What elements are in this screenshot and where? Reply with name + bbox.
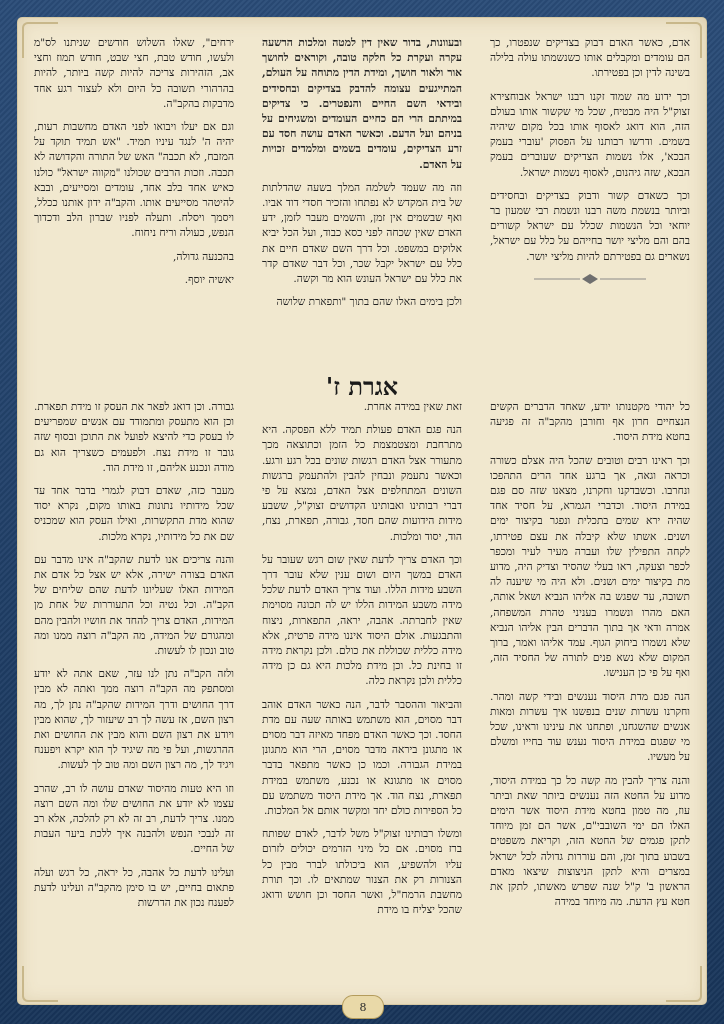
paragraph: הנה פגם האדם פעולת תמיד ללא הפסקה. היא מתרחבת ומצטמצמת כל הזמן וכתוצאה מכך מתעורר אצל האדם רגשות שונים בכל רגע ורגע. וכאשר נתעמק ונבחין להבין ולהתעמק ברגשות השונים המתחלפים אצל האדם, נמצא על פי דברי רבותינו ואבותינו הקדושים זצוק"ל, ששבע מידות הידועות שהם חסד, גבורה, תפארת, נצח, הוד, יסוד ומלכות. (262, 424, 462, 543)
paragraph: וכך האדם צריך לדעת שאין שום רגש שעובר על האדם במשך היום ושום ענין שלא עובר דרך השבע מידות הללו. ועוד צריך האדם לדעת שלכל מידה משבע המידות הללו יש לה תכונה מסוימת שאין לחברתה. אהבה, יראה, התפארות, ניצוח והתבגעות. אולם היסוד איננו מידה פרטית, אלא מידה כללית שכוללת את כולם. ולכן נקראת מידה זו בחינת כל. וכן מידת מלכות היא גם כן מידה כללית ולכן נקראת כלה. (262, 553, 462, 688)
paragraph: ולזה הקב"ה נתן לנו עזר, שאם אתה לא יודע ומסתפק מה הקב"ה רוצה ממך ואתה לא מבין דרך החושים ודרך המידות שהקב"ה נתן לך, מה רצון השם, אז עשה לך רב שיעזור לך, שהוא מבין ויודע את רצון השם והוא מבין את החושים ואת ההרגשות, ועל פי מה שיגיד לך הוא יקרא ויפענח ויגיד לך, מה רצון השם ומה טוב לך לעשות. (34, 668, 234, 772)
paragraph: כל יהודי מקטנותו יודע, שאחד הדברים הקשים הנצחיים חרון אף וחורבן מהקב"ה זה פגיעה בחטא מידת היסוד. (490, 401, 690, 444)
paragraph: אדם, כאשר האדם דבוק בצדיקים שנפטרו, כך הם עומדים ומקבלים אותו כשנשמתו עולה בלילה בשינה לדין וכן בפטירתו. (490, 37, 690, 80)
paragraph: ולכן בימים האלו שהם בתוך "ותפארת שלושה (276, 296, 462, 309)
paragraph: ירחים", שאלו השלוש חודשים שניתנו לס"מ ולעשו, חודש טבת, חצי שבט, חודש תמוז וחצי אב, הזהירות צריכה להיות קשה ביותר, להיות בהרהורי תשובה כל היום ולא לעצור רגע אחד מדבקות בהקב"ה. (34, 37, 234, 110)
column-top-left (34, 36, 234, 354)
paragraph: ובעוונות, בדור שאין דין למטה ומלכות הרשעה עקרה ועקרת כל חלקה טובה, וקוראים לחושך אור ולאור חושך, ומידת הדין מתוחה על העולם, המתייגעים עצומה להדבק בצדיקים ובחסידים ובידאי השם החיים והנפטרים. כי צדיקים במיתתם הרי הם כחיים העומדים ומשגיחים על בניהם ועל הדעם. וכאשר האדם עושה חסד עם זרע הצדיקים, עומדים בשמים ומלמדים זכויות על האדם. (262, 37, 462, 171)
paragraph: גבורה. וכן דואג לפאר את העסק זו מידת תפארת. וכן הוא מתעסק ומתמודד עם אנשים שמפריעים לו בעסק כדי להיצא לפועל את התוכן ובסוף שזה גובר זו מידת נצח. ולפעמים כשצריך הוא גם מודה ונכנע אליהם, זו מידת הוד. (34, 401, 234, 474)
ornament-divider (530, 273, 650, 285)
paragraph: מעבר כזה, שאדם דבוק לגמרי בדבר אחד עד שכל מידותיו נתונות באותו מקום, נקרא יסוד שהוא מדת התקשרות, ואילו העסק הוא שמכניס שם את כל מידותיו, נקרא מלכות. (34, 485, 234, 543)
paragraph: וכך ראינו רבים וטובים שהכל היה אצלם כשורה וכראה וגאה, אך ברגע אחד הרים התהפכו ונחרבו. וכשבדקנו וחקרנו, מצאנו שזה סם פגם במידת היסוד. וכדברי הגמרא, על חסיד אחד שהיה ירא שמים בתכלית ונפגר בקיצור ימים ושנים. אשתו שלא קיבלה את עצם פטירתו, לקחה התפילין שלו ועברה מעיר לעיר ומכפר לכפר וצעקה, ראו בעלי שהסיד וצדיק היה, מדוע מת בקיצור ימים ושנים. ולא היה מי שיענה לה תשובה, עד שפגש בה אליהו הנביא ושאל אותה, האם מהרו ונשמרו בעניני טהרת המשפחה, אמרה ודאי אך בתוך הדברים הבין אליהו הנביא שלא נשמרו ביחוק הגוף. עמד אליהו ואמר, ברוך המקום שלא נשא פנים לתורה של החסיד הזה, ואף על פי כן הענישו. (490, 454, 690, 680)
letter-title: אגרת ז' (325, 372, 399, 401)
paragraph: ומשלו רבותינו זצוק"ל משל לדבר, לאדם שפותח ברז מסוים. אם כל מיני הזרמים יכולים לזרום עליו ולהשפיע, הוא ביכולתו לברר מבין כל הצנורות רק את הצנור שמתאים לו. וכך תורת מחשבת הרמח"ל, ואשר החסד וכן חושש ודואג שהכל יצליח בו מידת (262, 828, 462, 917)
paragraph: ועלינו לדעת כל אהבה, כל יראה, כל רגש ועלה פתאום בחיים, יש בו סימן מהקב"ה ועלינו לדעת לפענח נכון את הדרשות (34, 866, 234, 910)
signature-line: יאשיה יוסף. (184, 273, 234, 286)
paragraph: וכך כשאדם קשור ודבוק בצדיקים ובחסידים וביותר בנשמת משה רבנו ונשמת רבי שמעון בר יוחאי וכל הנשמות שכלל עם ישראל קשורים בהם והם מליצי יושר בחייהם על כלל עם ישראל, נשארים גם בפטירתם להיות מליצי יושר. (490, 189, 690, 263)
paragraph: והביאור וההסבר לדבר, הנה כאשר האדם אוהב דבר מסוים, הוא משתמש באותה שעה עם מדת החסד. וכך כאשר האדם מפחד מאיזה דבר מסוים או מתגונן ביראה מדבר מסוים, הרי הוא מתגונן במידת הגבורה. וכמו כן כאשר מתפאר בדבר מסוים או מתגונא או נכנע, משתמש במידת תפארת, נצח הוד. אך מידת היסוד משתמש עם כל הספירות כולם יחד ומקשר אותם אל המלכות. (262, 698, 462, 818)
paragraph: וזה מה שעמד לשלמה המלך בשעה שהדלתות של בית המקדש לא נפתחו והזכיר חסדי דוד אביו. ואף שבשמים אין זמן, והשמים מעבר לזמן, ידע האדם שאין שכחה לפני כסא כבוד, ועל הכל יביא אלוקים במשפט. וכל דרך השם שאדם חיים את כלל עם ישראל יקבל שכר, וכל דבר שאדם קדר את כלל עם ישראל העונש הוא מר וקשה. (262, 181, 462, 286)
column-top-middle (262, 36, 462, 354)
column-bottom-right (490, 400, 690, 990)
paragraph: וגם אם יעלו ויבואו לפני האדם מחשבות רעות, יהיה ה' לנגד עיניו תמיד. "אש תמיד תוקד על המזבח, לא תכבה" האש של התורה והקדושה לא תכבה. וזכות הרבים שכולנו "מקווה ישראל" כולנו כאיש אחד בלב אחד, עומדים ומסייעים, ובבא להיטהר מסייעים אותו. והקב"ה ידון אותנו ככלל, ויסמך ויסלח. ותעלה לפניו שברון הלב ודכדוך הנפש, כעולה וריח ניחוח. (34, 121, 234, 240)
paragraph: הנה פגם מדת היסוד נענשים ובידי קשה ומהר. וחקרנו עשרות שנים בנפשנו איך עשרות ומאות אנשים שהשגחנו, ופתחנו את עינינו וראינו, שכל מי שפגום במידת היסוד נענש עוד בחייו ומשלם על מעשיו. (490, 690, 690, 764)
signature-line: בהכנעה גדולה, (173, 250, 234, 263)
column-bottom-left (34, 400, 234, 990)
paragraph: וכך ידוע מה שמוד זקנו רבנו ישראל אבוחצירא זצוק"ל היה מבטיח, שכל מי שקשור אותו בעולם הזה, הוא דואג לאסוף אותו בכל מקום שיהיה בשמים. ודרשו רבותנו על הפסוק 'עוברי בעמק הבכא', אלו נשמות הצדיקים שעוברים בעמק הבכא, שזה גיהנום, לאסוף נשמות ישראל. (490, 90, 690, 179)
paragraph: והנה צריך להבין מה קשה כל כך במידת היסוד, מדוע על החטא הזה נענשים ביותר שאת וביתר עוז, מה טמון בחטא מידת היסוד אשר הימים האלו הם ימי השובבי"ם, אשר הם זמן מיוחד לתקן פגמים של החטא הזה, וקריאת משפטים בשבוע בתוך זמן, והם עוררות גדולה לכל ישראל במצרים והיא לתקן הניצוצות שיצאו מאדם הראשון ב' ק"ל שנה שפרש מאשתו, לתקן את חטא עץ הדעת. מה מיוחד במידה (490, 774, 690, 909)
column-bottom-middle (262, 400, 462, 990)
column-top-right (490, 36, 690, 354)
page-number: 8 (342, 995, 384, 1019)
paragraph: והנה צריכים אנו לדעת שהקב"ה אינו מדבר עם האדם בצורה ישירה, אלא יש אצל כל אדם את המידות האלו שעליונו לדעת שהם שליחים של הקב"ה. וכל נטיה וכל התעוררות של אחת מן המידות, האדם צריך להחד את חושיו ולהבין מהם ומהגורם של המידה, מה הקב"ה רוצה ממנו ומה טוב ונכון לו לעשות. (34, 553, 234, 658)
paragraph: וזו היא טעות מהיסוד שאדם עושה לו רב, שהרב עצמו לא יודע את החושים שלו ומה השם רוצה ממנו. צריך לדעת, רב זה לא רק להלכה, אלא רב זה לנבכי הנפש ולהבנה איך ללכת ביער העבות של החיים. (34, 782, 234, 856)
paragraph: זאת שאין במידה אחרת. (363, 401, 462, 413)
